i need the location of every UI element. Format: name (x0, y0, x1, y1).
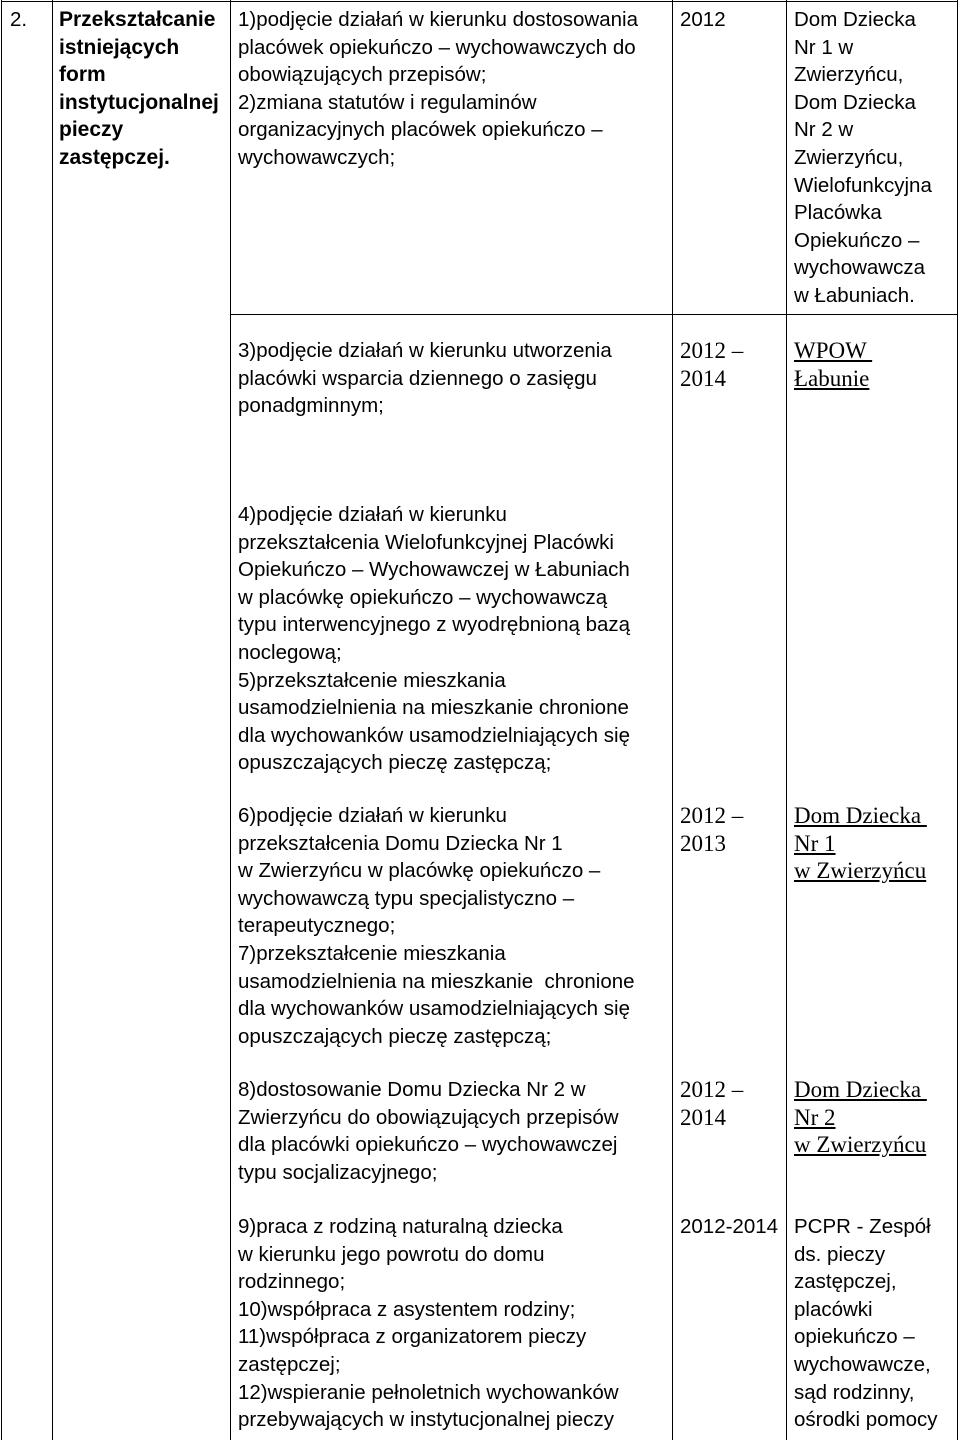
task-4-period: 2012 – 2013 (680, 803, 744, 856)
table-border-top (1, 1, 958, 2)
task-4-responsible: Dom Dziecka Nr 1 w Zwierzyńcu (794, 803, 927, 884)
task-6-responsible: PCPR - Zespół ds. pieczy zastępczej, placówki opiekuńczo – wychowawcze, sąd rodzinny, ośrodki pomocy (794, 1215, 938, 1432)
task-2-period: 2012 – 2014 (680, 338, 744, 391)
task-6-period: 2012-2014 (680, 1215, 779, 1238)
table-column-divider (672, 0, 673, 1440)
task-6-actions: 9)praca z rodziną naturalną dziecka w kierunku jego powrotu do domu rodzinnego; 10)współpraca z asystentem rodziny; 11)współpraca z organizatorem pieczy zastępczej; 12)wspieranie pełnoletnich wychowanków przebywających w instytucjonalnej pieczy (238, 1215, 619, 1432)
table-border-right (957, 0, 958, 1440)
task-2-responsible: WPOW Łabunie (794, 338, 870, 391)
task-2-actions: 3)podjęcie działań w kierunku utworzenia placówki wsparcia dziennego o zasięgu ponadgminnym; (238, 339, 612, 418)
table-row-divider (230, 314, 958, 315)
task-4-actions: 6)podjęcie działań w kierunku przekształcenia Domu Dziecka Nr 1 w Zwierzyńcu w placówkę opiekuńczo – wychowawczą typu specjalistyczno – terapeutycznego; 7)przekształcenie mieszkania usamodzielnienia na mieszkanie chronione dla wychowanków usamodzielniających się opuszczających pieczę zastępczą; (238, 804, 635, 1048)
table-column-divider (786, 0, 787, 1440)
task-5-responsible: Dom Dziecka Nr 2 w Zwierzyńcu (794, 1077, 927, 1158)
task-3-actions: 4)podjęcie działań w kierunku przekształcenia Wielofunkcyjnej Placówki Opiekuńczo – Wychowawczej w Łabuniach w placówkę opiekuńczo – wychowawczą typu interwencyjnego z wyodrębnioną bazą noclegową; 5)przekształcenie mieszkania usamodzielnienia na mieszkanie chronione dla wychowanków usamodzielniających się opuszczających pieczę zastępczą; (238, 503, 631, 775)
task-1-actions: 1)podjęcie działań w kierunku dostosowania placówek opiekuńczo – wychowawczych do obowiązujących przepisów; 2)zmiana statutów i regulaminów organizacyjnych placówek opiekuńczo – wychowawczych; (238, 8, 638, 169)
table-border-left (1, 0, 2, 1440)
row-number: 2. (10, 8, 28, 31)
row-title: Przekształcanie istniejących form instytucjonalnej pieczy zastępczej. (59, 8, 219, 169)
table-column-divider (230, 0, 231, 1440)
task-5-actions: 8)dostosowanie Domu Dziecka Nr 2 w Zwierzyńcu do obowiązujących przepisów dla placówki opiekuńczo – wychowawczej typu socjalizacyjnego; (238, 1078, 619, 1184)
table-column-divider (52, 0, 53, 1440)
task-1-responsible: Dom Dziecka Nr 1 w Zwierzyńcu, Dom Dziecka Nr 2 w Zwierzyńcu, Wielofunkcyjna Placówka Opiekuńczo – wychowawcza w Łabuniach. (794, 8, 932, 307)
task-5-period: 2012 – 2014 (680, 1077, 744, 1130)
task-1-period: 2012 (680, 8, 726, 31)
